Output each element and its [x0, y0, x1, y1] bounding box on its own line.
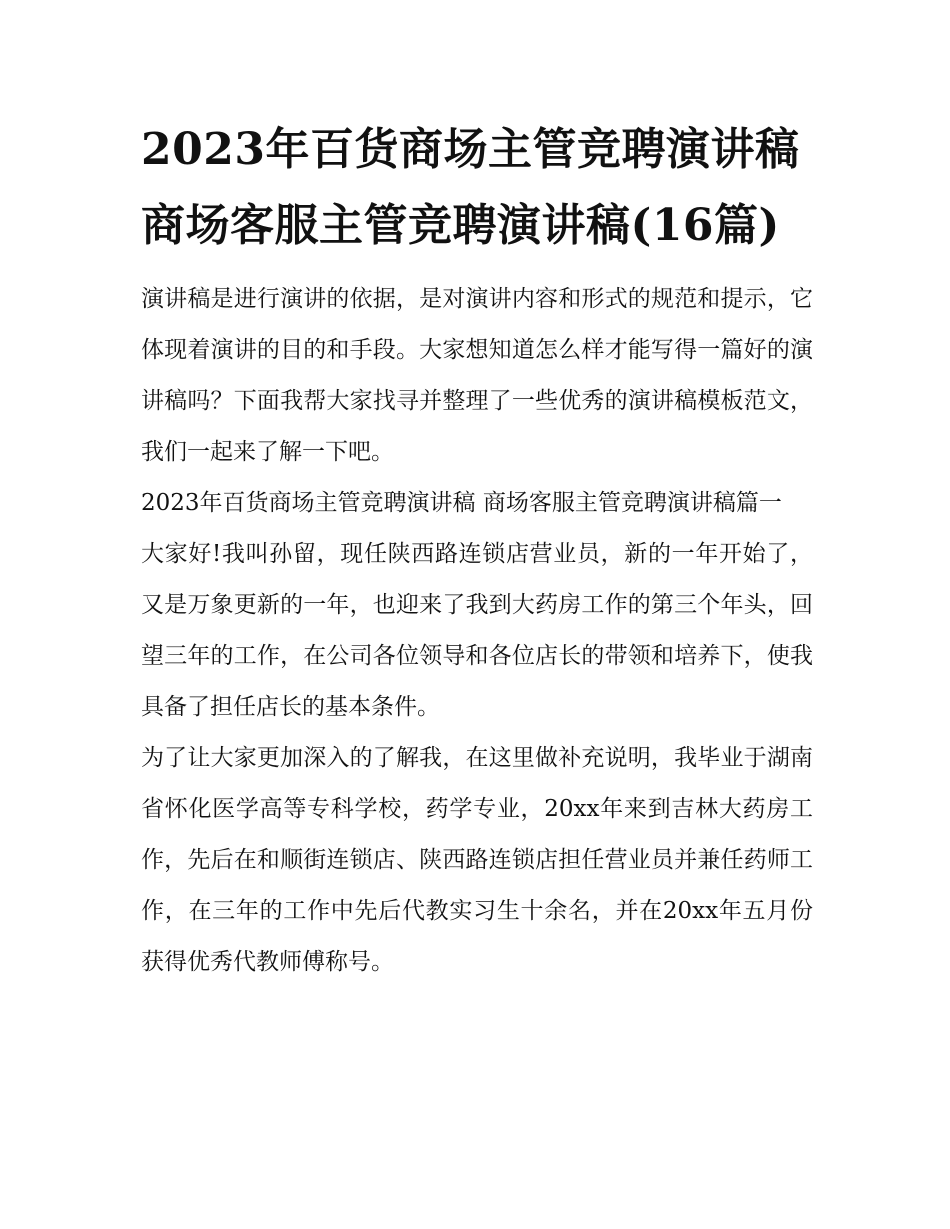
body-paragraph: 大家好!我叫孙留，现任陕西路连锁店营业员，新的一年开始了，又是万象更新的一年，也迎来了我到大药房工作的第三个年头，回望三年的工作，在公司各位领导和各位店长的带领和培养下，使我具备了担任店长的基本条件。 — [141, 541, 813, 720]
body-paragraph: 为了让大家更加深入的了解我，在这里做补充说明，我毕业于湖南省怀化医学高等专科学校，药学专业，20xx年来到吉林大药房工作，先后在和顺街连锁店、陕西路连锁店担任营业员并兼任药师工作，在三年的工作中先后代教实习生十余名，并在20xx年五月份获得优秀代教师傅称号。 — [141, 745, 813, 975]
section-heading: 2023年百货商场主管竞聘演讲稿 商场客服主管竞聘演讲稿篇一 — [141, 490, 782, 516]
document-body — [141, 274, 813, 988]
intro-paragraph: 演讲稿是进行演讲的依据，是对演讲内容和形式的规范和提示，它体现着演讲的目的和手段。大家想知道怎么样才能写得一篇好的演讲稿吗？下面我帮大家找寻并整理了一些优秀的演讲稿模板范文，我们一起来了解一下吧。 — [141, 286, 813, 465]
document-title: 2023年百货商场主管竞聘演讲稿 商场客服主管竞聘演讲稿(16篇) — [141, 124, 800, 251]
document-page — [141, 112, 813, 988]
